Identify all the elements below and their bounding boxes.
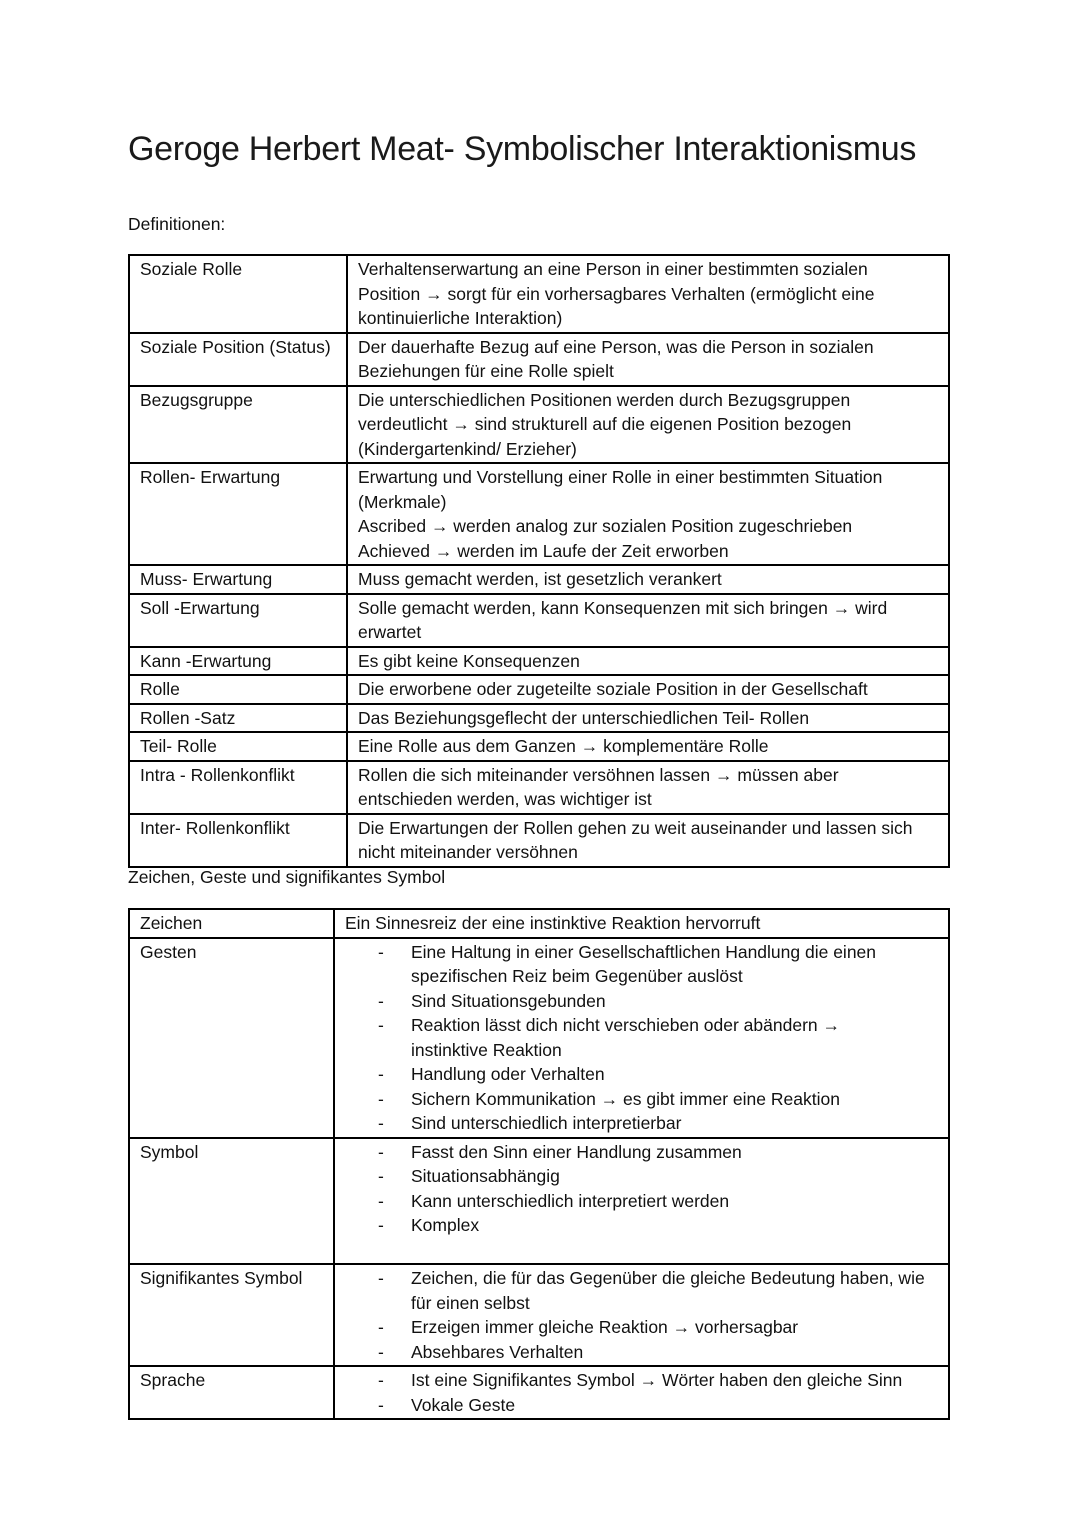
definition-cell xyxy=(334,1138,949,1265)
definition-line: Die Erwartungen der Rollen gehen zu weit auseinander und lassen sich xyxy=(358,817,913,838)
term-label: Rollen -Satz xyxy=(140,707,236,728)
symbol-list xyxy=(345,1140,939,1238)
definition-cell xyxy=(334,909,949,938)
definition-cell xyxy=(347,732,949,761)
term-cell xyxy=(129,704,347,733)
definition-cell xyxy=(347,386,949,464)
list-item-line: - Absehbares Verhalten xyxy=(411,1341,584,1362)
list-item-line: - Ist eine Signifikantes Symbol → Wörter haben den gleiche Sinn xyxy=(411,1370,903,1390)
term-label: Bezugsgruppe xyxy=(140,389,253,410)
definition-line: Der dauerhafte Bezug auf eine Person, was die Person in sozialen xyxy=(358,336,874,357)
page-title: Geroge Herbert Meat- Symbolischer Interaktionismus xyxy=(128,130,917,168)
term-gesten: Gesten xyxy=(140,941,197,962)
definition-line: kontinuierliche Interaktion) xyxy=(358,308,563,328)
definition-line: Verhaltenserwartung an eine Person in einer bestimmten sozialen xyxy=(358,259,868,279)
definition-cell xyxy=(347,333,949,386)
definition-cell xyxy=(347,704,949,733)
table-row xyxy=(129,594,949,647)
term-label: Soziale Rolle xyxy=(140,259,243,279)
definition-cell xyxy=(347,675,949,704)
term-sprache: Sprache xyxy=(140,1370,206,1390)
definition-line: Achieved → werden im Laufe der Zeit erworben xyxy=(358,540,729,561)
definition-line: Eine Rolle aus dem Ganzen → komplementäre Rolle xyxy=(358,736,769,756)
list-item xyxy=(411,940,939,989)
term-cell xyxy=(129,1138,334,1265)
term-cell xyxy=(129,938,334,1138)
term-zeichen: Zeichen xyxy=(140,913,203,933)
sprache-list xyxy=(345,1368,939,1417)
definition-line: Ascribed → werden analog zur sozialen Position zugeschrieben xyxy=(358,516,853,536)
term-label: Inter- Rollenkonflikt xyxy=(140,817,290,838)
list-item-line: - Kann unterschiedlich interpretiert werden xyxy=(411,1190,730,1211)
list-item-line: - Reaktion lässt dich nicht verschieben oder abändern → xyxy=(411,1015,840,1035)
list-item xyxy=(411,1062,939,1087)
definition-line: (Merkmale) xyxy=(358,491,447,512)
definition-cell xyxy=(347,594,949,647)
definition-line: Muss gemacht werden, ist gesetzlich verankert xyxy=(358,569,722,589)
table-row xyxy=(129,565,949,594)
term-cell xyxy=(129,386,347,464)
term-symbol: Symbol xyxy=(140,1141,199,1162)
table-row xyxy=(129,704,949,733)
list-item xyxy=(411,1315,939,1340)
list-item xyxy=(411,1368,939,1393)
definition-cell xyxy=(347,647,949,676)
definition-cell xyxy=(347,814,949,867)
symbols-heading: Zeichen, Geste und signifikantes Symbol xyxy=(128,867,446,887)
term-cell xyxy=(129,1264,334,1366)
definition-line: Die unterschiedlichen Positionen werden durch Bezugsgruppen xyxy=(358,389,851,410)
term-cell xyxy=(129,732,347,761)
blank-line xyxy=(345,1238,939,1263)
gesten-list xyxy=(345,940,939,1136)
table-row xyxy=(129,814,949,867)
table-row-gesten xyxy=(129,938,949,1138)
table-row xyxy=(129,647,949,676)
term-cell xyxy=(129,1366,334,1419)
list-item-line: - Zeichen, die für das Gegenüber die gleiche Bedeutung haben, wie xyxy=(411,1268,925,1288)
definition-line: Erwartung und Vorstellung einer Rolle in einer bestimmten Situation xyxy=(358,467,883,487)
term-label: Muss- Erwartung xyxy=(140,569,273,589)
table-row-sprache xyxy=(129,1366,949,1419)
term-label: Soll -Erwartung xyxy=(140,597,260,618)
table-row xyxy=(129,675,949,704)
definition-line: Solle gemacht werden, kann Konsequenzen mit sich bringen → wird xyxy=(358,597,888,618)
definition-line: Das Beziehungsgeflecht der unterschiedlichen Teil- Rollen xyxy=(358,707,810,728)
definition-cell xyxy=(334,1366,949,1419)
term-label: Kann -Erwartung xyxy=(140,650,272,671)
list-item-line: - Eine Haltung in einer Gesellschaftlichen Handlung die einen xyxy=(411,941,877,962)
signifikantes-list xyxy=(345,1266,939,1364)
term-label: Rolle xyxy=(140,679,180,699)
term-cell xyxy=(129,814,347,867)
definitions-table xyxy=(128,254,950,868)
definition-line: Position → sorgt für ein vorhersagbares Verhalten (ermöglicht eine xyxy=(358,283,875,304)
list-item xyxy=(411,1213,939,1238)
list-item xyxy=(411,1393,939,1418)
definition-cell xyxy=(334,1264,949,1366)
definition-line: Die erworbene oder zugeteilte soziale Position in der Gesellschaft xyxy=(358,679,868,699)
term-cell xyxy=(129,647,347,676)
definition-zeichen: Ein Sinnesreiz der eine instinktive Reaktion hervorruft xyxy=(345,913,761,933)
definition-line: Beziehungen für eine Rolle spielt xyxy=(358,361,614,381)
table-row xyxy=(129,761,949,814)
table-row xyxy=(129,333,949,386)
list-item xyxy=(411,1140,939,1165)
list-item-line: - Sind unterschiedlich interpretierbar xyxy=(411,1113,682,1133)
definition-line: Rollen die sich miteinander versöhnen lassen → müssen aber xyxy=(358,764,839,785)
list-item-line: spezifischen Reiz beim Gegenüber auslöst xyxy=(411,966,743,986)
list-item xyxy=(411,1340,939,1365)
term-cell xyxy=(129,909,334,938)
term-label: Intra - Rollenkonflikt xyxy=(140,764,295,785)
list-item-line: für einen selbst xyxy=(411,1292,530,1313)
table-row xyxy=(129,386,949,464)
table-row-zeichen xyxy=(129,909,949,938)
list-item xyxy=(411,1087,939,1112)
term-label: Rollen- Erwartung xyxy=(140,467,281,487)
list-item xyxy=(411,1111,939,1136)
term-cell xyxy=(129,333,347,386)
list-item xyxy=(411,1266,939,1315)
definition-cell xyxy=(347,565,949,594)
definition-line: erwartet xyxy=(358,622,422,642)
term-cell xyxy=(129,565,347,594)
list-item xyxy=(411,1013,939,1062)
list-item-line: - Situationsabhängig xyxy=(411,1166,560,1186)
table-row xyxy=(129,732,949,761)
list-item-line: - Erzeigen immer gleiche Reaktion → vorhersagbar xyxy=(411,1317,799,1337)
list-item-line: - Vokale Geste xyxy=(411,1394,516,1415)
definitions-heading: Definitionen: xyxy=(128,214,226,234)
term-signifikantes-symbol: Signifikantes Symbol xyxy=(140,1268,303,1288)
definition-cell xyxy=(347,463,949,565)
definition-line: verdeutlicht → sind strukturell auf die eigenen Position bezogen xyxy=(358,414,852,434)
list-item-line: - Handlung oder Verhalten xyxy=(411,1064,605,1084)
definition-line: nicht miteinander versöhnen xyxy=(358,842,578,862)
table-row xyxy=(129,463,949,565)
list-item xyxy=(411,1189,939,1214)
definition-cell xyxy=(347,255,949,333)
table-row-symbol xyxy=(129,1138,949,1265)
definition-line: (Kindergartenkind/ Erzieher) xyxy=(358,438,577,459)
definition-cell xyxy=(334,938,949,1138)
term-cell xyxy=(129,255,347,333)
definition-line: entschieden werden, was wichtiger ist xyxy=(358,789,652,809)
table-row-signifikantes-symbol xyxy=(129,1264,949,1366)
term-cell xyxy=(129,594,347,647)
term-cell xyxy=(129,463,347,565)
list-item-line: instinktive Reaktion xyxy=(411,1039,562,1060)
term-label: Soziale Position (Status) xyxy=(140,336,331,357)
term-cell xyxy=(129,675,347,704)
list-item xyxy=(411,1164,939,1189)
definition-line: Es gibt keine Konsequenzen xyxy=(358,650,580,671)
symbols-table xyxy=(128,908,950,1420)
list-item-line: - Komplex xyxy=(411,1215,480,1235)
list-item xyxy=(411,989,939,1014)
definition-cell xyxy=(347,761,949,814)
term-cell xyxy=(129,761,347,814)
list-item-line: - Fasst den Sinn einer Handlung zusammen xyxy=(411,1141,742,1162)
list-item-line: - Sichern Kommunikation → es gibt immer eine Reaktion xyxy=(411,1088,840,1109)
table-row xyxy=(129,255,949,333)
list-item-line: - Sind Situationsgebunden xyxy=(411,990,606,1011)
term-label: Teil- Rolle xyxy=(140,736,217,756)
